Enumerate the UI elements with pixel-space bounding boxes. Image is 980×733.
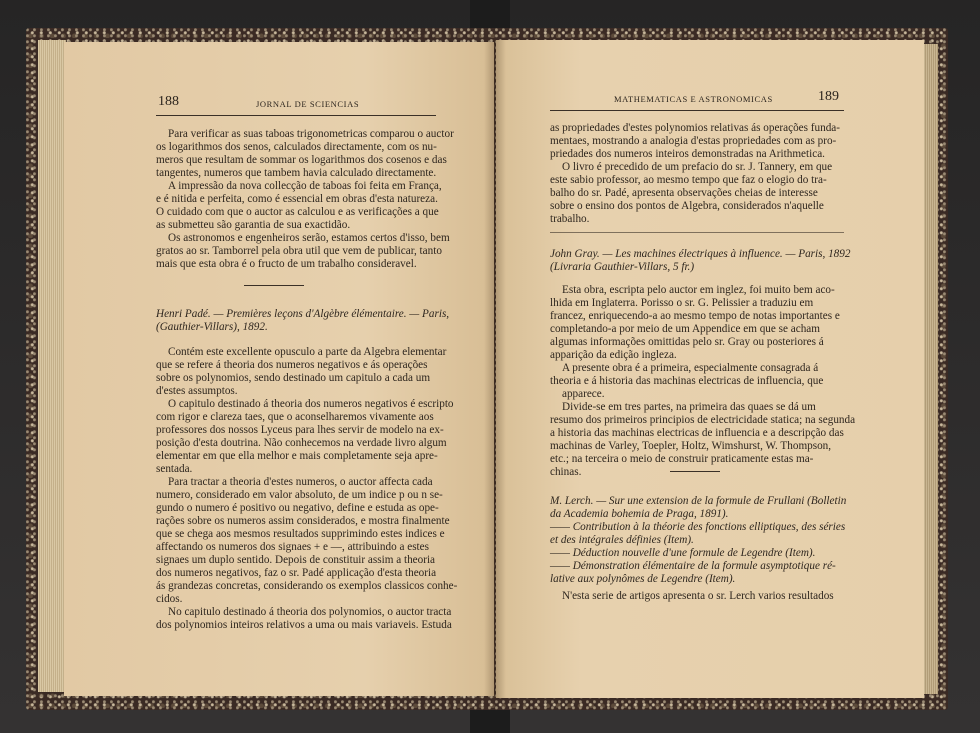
text-line: cidos. bbox=[156, 593, 183, 605]
text-line: as submetteu são garantia de sua exactidão. bbox=[156, 219, 351, 231]
text-line: Para verificar as suas taboas trigonometricas comparou o auctor bbox=[168, 128, 454, 140]
citation-line: et des intégrales définies (Item). bbox=[550, 534, 694, 546]
text-line: Contém este excellente opusculo a parte da Algebra elementar bbox=[168, 346, 447, 358]
text-line: a historia das machinas electricas de influencia e a descripção das bbox=[550, 427, 844, 439]
text-line: elementar em que ella melhor e mais completamente seja apre- bbox=[156, 450, 438, 462]
citation-line: (Gauthier-Villars), 1892. bbox=[156, 321, 268, 333]
left-header-rule bbox=[156, 115, 436, 116]
left-page-number: 188 bbox=[158, 94, 179, 109]
text-line: professores dos nossos Lyceus para lhes servir de modelo na ex- bbox=[156, 424, 444, 436]
text-line: os logarithmos dos senos, calculados directamente, com os nu- bbox=[156, 141, 437, 153]
text-line: lhida em Inglaterra. Porisso o sr. G. Pelissier a traduziu em bbox=[550, 297, 814, 309]
right-page-number: 189 bbox=[818, 89, 839, 104]
citation-line: —— Déduction nouvelle d'une formule de Legendre (Item). bbox=[550, 547, 816, 559]
text-line: chinas. bbox=[550, 466, 582, 478]
text-line: que se chega aos mesmos resultados supprimindo estes indices e bbox=[156, 528, 445, 540]
text-line: signaes um duplo sentido. Depois de constituir assim a theoria bbox=[156, 554, 436, 566]
text-line: trabalho. bbox=[550, 213, 590, 225]
text-line: sobre os polynomios, sendo destinado um capitulo a cada um bbox=[156, 372, 431, 384]
text-line: mais que esta obra é o fructo de um trabalho consideravel. bbox=[156, 258, 417, 270]
left-running-head: JORNAL DE SCIENCIAS bbox=[256, 99, 360, 109]
text-line: machinas de Varley, Toepler, Holtz, Wimshurst, W. Thompson, bbox=[550, 440, 832, 452]
text-line: rações sobre os numeros assim considerados, e mostra finalmente bbox=[156, 515, 450, 527]
gutter-shadow bbox=[484, 40, 506, 698]
citation-line: (Livraria Gauthier-Villars, 5 fr.) bbox=[550, 261, 695, 273]
text-line: O livro é precedido de um prefacio do sr. J. Tannery, em que bbox=[562, 161, 833, 173]
section-divider bbox=[670, 471, 720, 472]
text-line: completando-a por meio de um Appendice em que se acham bbox=[550, 323, 820, 335]
citation-line: da Academia bohemia de Praga, 1891). bbox=[550, 508, 729, 520]
text-line: balho do sr. Padé, apresenta observações cheias de interesse bbox=[550, 187, 818, 199]
text-line: dos polynomios inteiros relativos a uma ou mais variaveis. Estuda bbox=[156, 619, 452, 631]
text-line: A impressão da nova collecção de taboas foi feita em França, bbox=[168, 180, 442, 192]
text-line: N'esta serie de artigos apresenta o sr. Lerch varios resultados bbox=[562, 590, 834, 602]
citation-line: —— Démonstration élémentaire de la formule asymptotique ré- bbox=[550, 560, 836, 572]
text-line: algumas informações omittidas pelo sr. Gray ou posteriores á bbox=[550, 336, 824, 348]
text-line: priedades dos numeros inteiros demonstradas na Arithmetica. bbox=[550, 148, 825, 160]
citation-line: —— Contribution à la théorie des fonctions elliptiques, des séries bbox=[550, 521, 846, 533]
text-line: dos numeros negativos, faz o sr. Padé applicação d'esta theoria bbox=[156, 567, 437, 579]
text-line: apparece. bbox=[562, 388, 605, 400]
text-line: affectando os numeros dos signaes + e —, attribuindo a estes bbox=[156, 541, 429, 553]
text-line: gundo o numero é positivo ou negativo, define e estuda as ope- bbox=[156, 502, 439, 514]
text-line: Divide-se em tres partes, na primeira das quaes se dá um bbox=[562, 401, 816, 413]
text-line: d'estes assumptos. bbox=[156, 385, 238, 397]
text-line: numero, considerado em valor absoluto, de um indice p ou n se- bbox=[156, 489, 443, 501]
text-line: mentaes, mostrando a analogia d'estas propriedades com as pro- bbox=[550, 135, 837, 147]
text-line: theoria e á historia das machinas electricas de influencia, que bbox=[550, 375, 824, 387]
text-line: resumo dos primeiros principios de electricidade statica; na segunda bbox=[550, 414, 856, 426]
text-line: posição d'esta doutrina. Não conhecemos na verdade livro algum bbox=[156, 437, 447, 449]
text-line: este sabio professor, ao mesmo tempo que faz o elogio do tra- bbox=[550, 174, 827, 186]
right-page bbox=[496, 40, 924, 698]
text-line: tangentes, numeros que tambem havia calculado directamente. bbox=[156, 167, 437, 179]
text-line: sobre o ensino dos pontos de Algebra, considerados n'aquelle bbox=[550, 200, 824, 212]
citation-line: Henri Padé. — Premières leçons d'Algèbre élémentaire. — Paris, bbox=[156, 308, 450, 320]
text-line: O capitulo destinado á theoria dos numeros negativos é escripto bbox=[168, 398, 454, 410]
citation-line: M. Lerch. — Sur une extension de la formule de Frullani (Bolletin bbox=[550, 495, 847, 507]
left-page bbox=[64, 42, 494, 696]
text-line: apparição da edição ingleza. bbox=[550, 349, 677, 361]
right-running-head: MATHEMATICAS E ASTRONOMICAS bbox=[614, 94, 773, 104]
text-line: com rigor e clareza taes, que o aconselharemos vivamente aos bbox=[156, 411, 434, 423]
section-divider bbox=[550, 232, 844, 233]
right-header-rule bbox=[550, 110, 844, 111]
text-line: Os astronomos e engenheiros serão, estamos certos d'isso, bem bbox=[168, 232, 450, 244]
section-divider bbox=[244, 285, 304, 286]
text-line: A presente obra é a primeira, especialmente consagrada á bbox=[562, 362, 819, 374]
citation-line: lative aux polynômes de Legendre (Item). bbox=[550, 573, 736, 585]
text-line: Esta obra, escripta pelo auctor em inglez, foi muito bem aco- bbox=[562, 284, 835, 296]
text-line: ás grandezas concretas, considerando os exemplos classicos conhe- bbox=[156, 580, 458, 592]
left-page-edges bbox=[38, 40, 66, 692]
text-line: que se refere á theoria dos numeros negativos e ás operações bbox=[156, 359, 428, 371]
text-line: e é nitida e perfeita, como é essencial em obras d'esta natureza. bbox=[156, 193, 438, 205]
text-line: meros que resultam de sommar os logarithmos dos cosenos e das bbox=[156, 154, 447, 166]
citation-line: John Gray. — Les machines électriques à influence. — Paris, 1892 bbox=[550, 248, 851, 260]
text-line: francez, enriquecendo-a ao mesmo tempo de notas importantes e bbox=[550, 310, 840, 322]
text-line: No capitulo destinado á theoria dos polynomios, o auctor tracta bbox=[168, 606, 452, 618]
text-line: Para tractar a theoria d'estes numeros, o auctor affecta cada bbox=[168, 476, 433, 488]
text-line: O cuidado com que o auctor as calculou e as verificações a que bbox=[156, 206, 439, 218]
text-line: sentada. bbox=[156, 463, 193, 475]
text-line: gratos ao sr. Tamborrel pela obra util que vem de publicar, tanto bbox=[156, 245, 442, 257]
text-line: etc.; na terceira o meio de construir praticamente estas ma- bbox=[550, 453, 814, 465]
text-line: as propriedades d'estes polynomios relativas ás operações funda- bbox=[550, 122, 841, 134]
